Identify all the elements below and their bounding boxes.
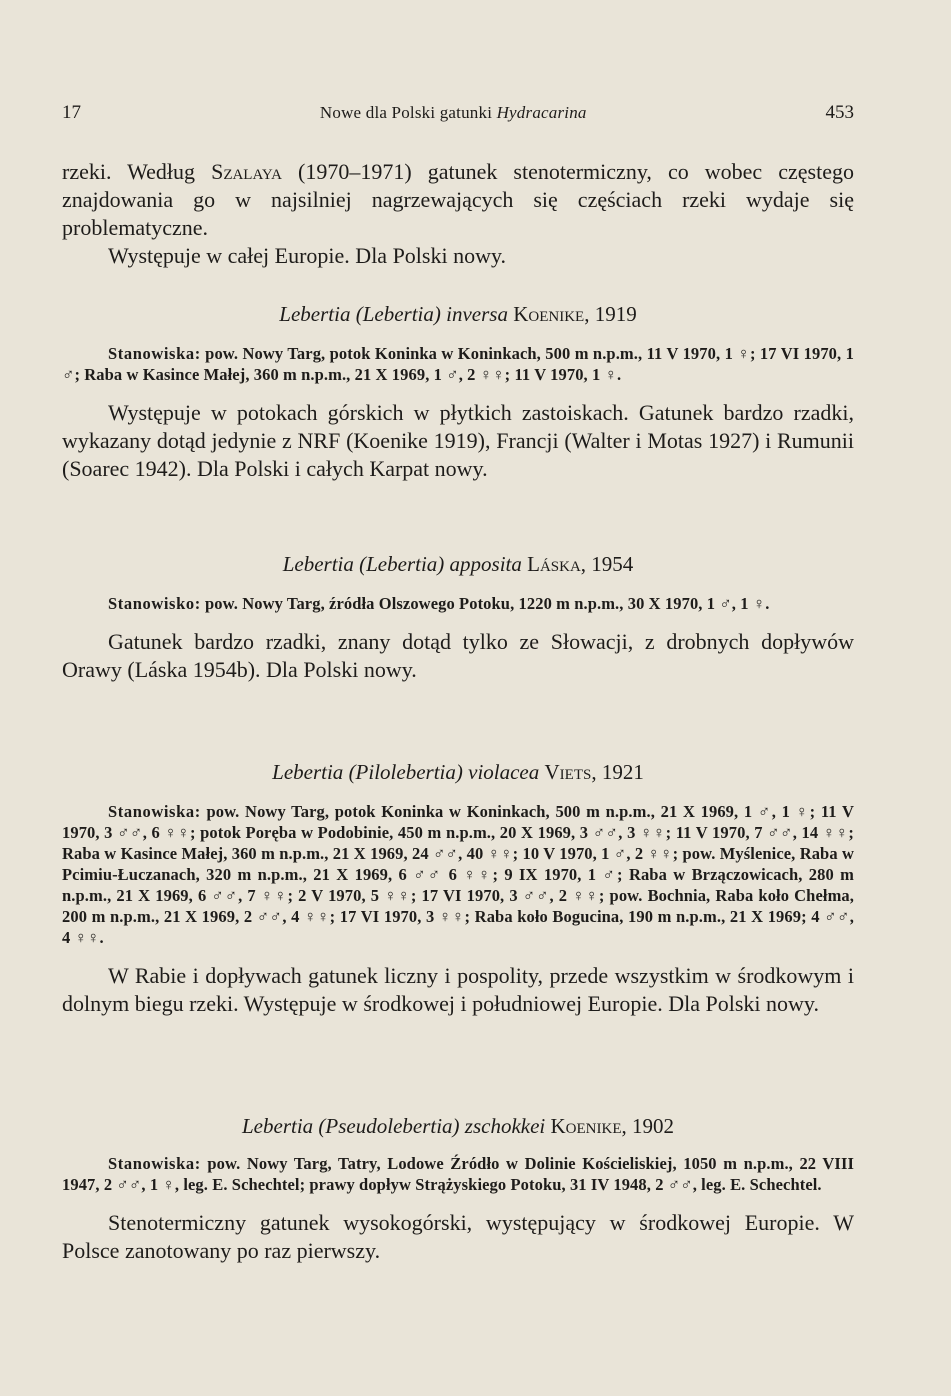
intro-distribution: Występuje w całej Europie. Dla Polski nowy.: [108, 243, 507, 268]
species-heading: Lebertia (Pilolebertia) violacea Viets, 1921: [272, 760, 644, 784]
species-heading: Lebertia (Pseudolebertia) zschokkei Koenike, 1902: [242, 1114, 674, 1138]
species-block: [62, 1114, 854, 1265]
species-heading: Lebertia (Lebertia) apposita Láska, 1954: [282, 552, 634, 576]
species-block: [62, 302, 854, 483]
species-heading: Lebertia (Lebertia) inversa Koenike, 1919: [279, 302, 637, 326]
species-description: Stenotermiczny gatunek wysokogórski, występujący w środkowej Europie. W Polsce zanotowany po raz pierwszy.: [62, 1210, 854, 1263]
page-number-right: 453: [825, 102, 854, 123]
running-title: Nowe dla Polski gatunki Hydracarina: [319, 103, 587, 122]
species-description: Występuje w potokach górskich w płytkich zastoiskach. Gatunek bardzo rzadki, wykazany dotąd jedynie z NRF (Koenike 1919), Francji (Walter i Motas 1927) i Rumunii (Soarec 1942). Dla Polski i całych Karpat nowy.: [62, 400, 854, 481]
sites-list: Stanowiska: pow. Nowy Targ, Tatry, Lodowe Źródło w Dolinie Kościeliskiej, 1050 m n.p.m., 22 VIII 1947, 2 ♂♂, 1 ♀, leg. E. Schechtel; prawy dopływ Strążyskiego Potoku, 31 IV 1948, 2 ♂♂, leg. E. Schechtel.: [62, 1154, 854, 1194]
sites-list: Stanowisko: pow. Nowy Targ, źródła Olszowego Potoku, 1220 m n.p.m., 30 X 1970, 1 ♂, 1 ♀.: [108, 594, 770, 613]
page-number-left: 17: [62, 102, 81, 123]
species-description: W Rabie i dopływach gatunek liczny i pospolity, przede wszystkim w środkowym i dolnym biegu rzeki. Występuje w środkowej i południowej Europie. Dla Polski nowy.: [62, 963, 854, 1016]
species-block: [62, 760, 854, 1018]
intro-paragraph: rzeki. Według Szalaya (1970–1971) gatunek stenotermiczny, co wobec częstego znajdowania go w najsilniej nagrzewających się częściach rzeki wydaje się problematyczne. Występuje w całej Europie. Dla Polski nowy.: [62, 159, 854, 268]
sites-list: Stanowiska: pow. Nowy Targ, potok Koninka w Koninkach, 500 m n.p.m., 11 V 1970, 1 ♀; 17 VI 1970, 1 ♂; Raba w Kasince Małej, 360 m n.p.m., 21 X 1969, 1 ♂, 2 ♀♀; 11 V 1970, 1 ♀.: [62, 344, 854, 384]
sites-list: Stanowiska: pow. Nowy Targ, potok Koninka w Koninkach, 500 m n.p.m., 21 X 1969, 1 ♂, 1 ♀; 11 V 1970, 3 ♂♂, 6 ♀♀; potok Poręba w Podobinie, 450 m n.p.m., 20 X 1969, 3 ♂♂, 3 ♀♀; 11 V 1970, 7 ♂♂, 14 ♀♀; Raba w Kasince Małej, 360 m n.p.m., 21 X 1969, 24 ♂♂, 40 ♀♀; 10 V 1970, 1 ♂, 2 ♀♀; pow. Myślenice, Raba w Pcimiu-Łuczanach, 320 m n.p.m., 21 X 1969, 6 ♂♂ 6 ♀♀; 9 IX 1970, 1 ♂; Raba w Brzączowicach, 280 m n.p.m., 21 X 1969, 6 ♂♂, 7 ♀♀; 2 V 1970, 5 ♀♀; 17 VI 1970, 3 ♂♂, 2 ♀♀; pow. Bochnia, Raba koło Chełma, 200 m n.p.m., 21 X 1969, 2 ♂♂, 4 ♀♀; 17 VI 1970, 3 ♀♀; Raba koło Bogucina, 190 m n.p.m., 21 X 1969; 4 ♂♂, 4 ♀♀.: [62, 802, 854, 947]
species-description: Gatunek bardzo rzadki, znany dotąd tylko ze Słowacji, z drobnych dopływów Orawy (Láska 1954b). Dla Polski nowy.: [62, 629, 854, 682]
running-header: [62, 102, 854, 124]
species-block: [62, 552, 854, 684]
